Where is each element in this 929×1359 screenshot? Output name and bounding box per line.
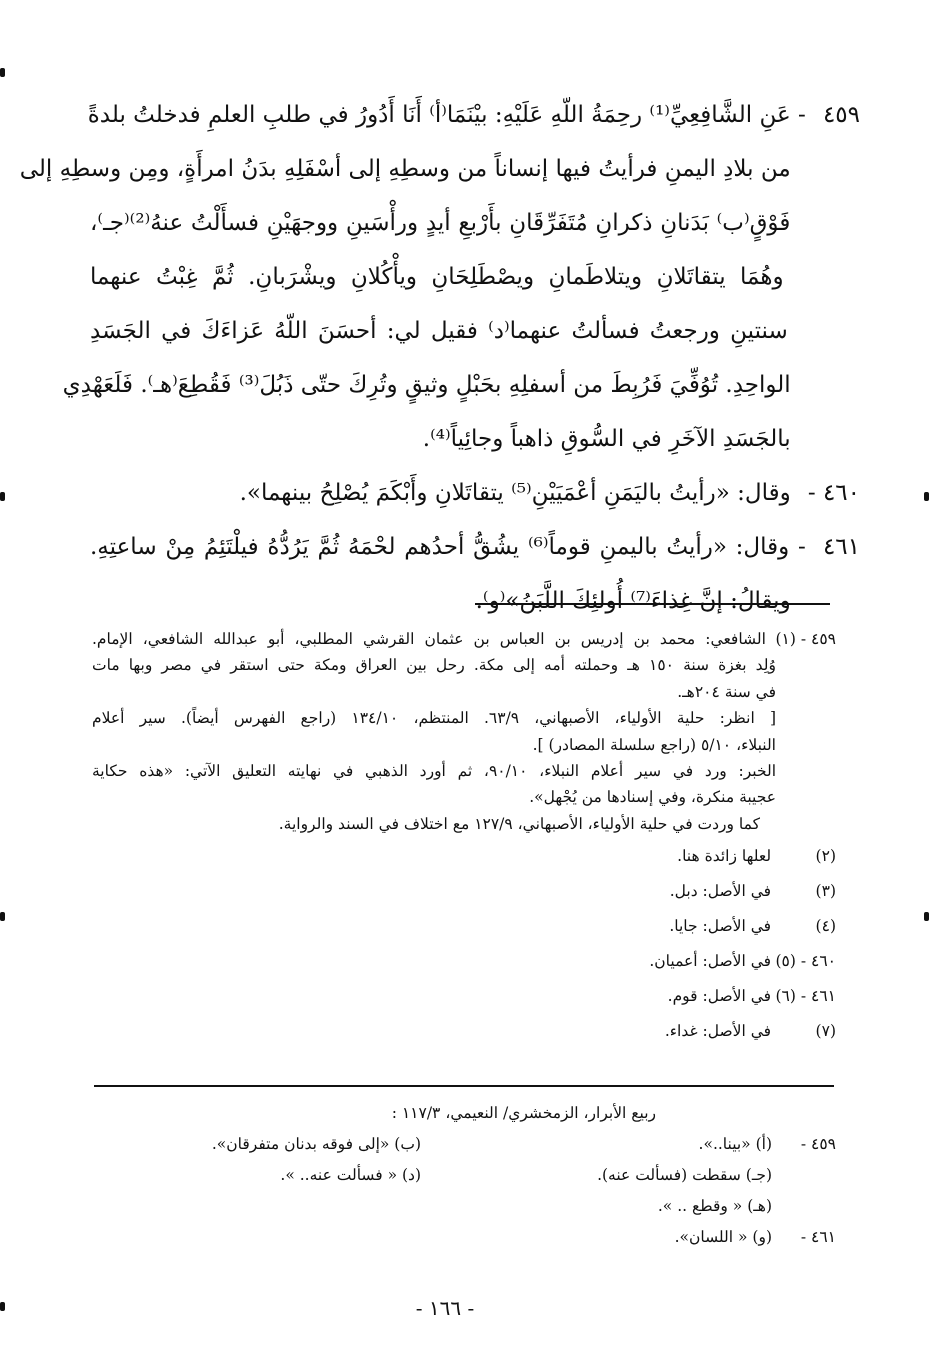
text-line bbox=[87, 88, 860, 142]
footnote-line bbox=[92, 1016, 836, 1047]
footnote-line bbox=[92, 876, 836, 907]
footnote-text: لعلها زائدة هنا. bbox=[677, 847, 772, 866]
footnote-text: كما وردت في حلية الأولياء، الأصبهاني، ١٢٧/٩ مع اختلاف في السند والرواية. bbox=[278, 814, 760, 833]
entry-number: ٤٦١ - bbox=[798, 534, 861, 560]
footnote-line bbox=[92, 911, 836, 942]
footnote-line bbox=[92, 705, 836, 731]
footnote-text: في الأصل: قوم. bbox=[667, 987, 772, 1006]
text-line bbox=[90, 196, 860, 250]
scan-mark bbox=[924, 912, 929, 921]
page-number: - ١٦٦ - bbox=[415, 1296, 475, 1320]
text-line bbox=[19, 142, 860, 196]
entry-number: ٤٥٩ - bbox=[800, 1135, 836, 1153]
footnote-line bbox=[92, 652, 836, 678]
text-line bbox=[90, 304, 860, 358]
footnote-number: ٤٥٩ - (١) bbox=[775, 630, 836, 648]
entry-number: ٤٦٠ - bbox=[807, 480, 860, 506]
variant-row bbox=[92, 1222, 836, 1253]
footnote-text: في الأصل: دبل. bbox=[669, 882, 772, 901]
entry-number: ٤٥٩ - bbox=[798, 102, 860, 128]
footnote-number: (٣) bbox=[815, 882, 836, 901]
footnote-line bbox=[92, 811, 836, 837]
line-text: وقال: «رأيتُ باليَمَنِ أعْمَيَيْنِ⁽⁵⁾ يتقاتَلانِ وأَبْكَمَ يُصْلِحُ بينهما». bbox=[239, 480, 791, 506]
text-line bbox=[90, 250, 860, 304]
footnote-text: عجيبة منكرة، وفي إسنادها من يُجْهل». bbox=[529, 788, 776, 807]
footnote-text: النبلاء، ٥/١٠ (راجع سلسلة المصادر) ]. bbox=[532, 735, 776, 754]
line-text: عَنِ الشَّافِعِيِّ⁽¹⁾ رحِمَةُ اللّهِ عَلَيْهِ: بيْنَمَا⁽أ⁾ أَنَا أَدُورُ في طلبِ العلمِ فدخلتُ بلدةً bbox=[87, 102, 791, 128]
footnote-line bbox=[92, 981, 836, 1012]
scan-mark bbox=[0, 912, 5, 921]
variant-row bbox=[92, 1191, 836, 1222]
variant-readings bbox=[92, 1098, 836, 1253]
scan-mark bbox=[0, 1302, 5, 1311]
footnote-number: (٧) bbox=[815, 1022, 836, 1041]
text-line bbox=[90, 412, 860, 466]
variant-reading: (هـ) « وقطع .. ». bbox=[657, 1197, 772, 1215]
footnote-text: [ انظر: حلية الأولياء، الأصبهاني، ٦٣/٩. المنتظم، ١٣٤/١٠ (راجع الفهرس أيضاً). سير أعلام bbox=[92, 709, 776, 728]
entry-number: ٤٦١ - bbox=[800, 1228, 836, 1246]
footnotes bbox=[92, 626, 836, 1047]
variant-reading: (أ) «بينا..». bbox=[698, 1135, 772, 1153]
footnote-text: في الأصل: غداء. bbox=[664, 1022, 772, 1041]
text-line bbox=[62, 358, 860, 412]
text-line bbox=[90, 520, 860, 574]
line-text: سنتينِ ورجعتُ فسألتُ عنهما⁽د⁾ فقيل لي: أحسَنَ اللّهُ عَزاءَكَ في الجَسَدِ bbox=[90, 318, 788, 344]
main-text bbox=[19, 88, 861, 628]
scan-mark bbox=[0, 68, 5, 77]
line-text: بالجَسَدِ الآخَرِ في السُّوقِ ذاهباً وجائِياً⁽⁴⁾. bbox=[422, 426, 791, 452]
line-text: وقال: «رأيتُ باليمنِ قوماً⁽⁶⁾ يشُقُّ أحدُهم لحْمَهُ ثُمَّ يَرُدُّهُ فيلْتَئِمُ مِنْ ساعتِهِ. bbox=[90, 534, 790, 560]
line-text: الواحِدِ. تُوُفِّيَ فَرُبِطَ من أسفلِهِ بحَبْلٍ وثيقٍ وتُرِكَ حتّى ذَبُلَ⁽³⁾ فَقُطِعَ⁽هـ⁾. فَلَعَهْدِي bbox=[62, 372, 791, 398]
text-line bbox=[90, 574, 860, 628]
footnote-text: في سنة ٢٠٤هـ. bbox=[677, 682, 776, 701]
variant-reading: (د) « فسألت عنه.. ». bbox=[280, 1166, 421, 1184]
footnote-line bbox=[92, 946, 836, 977]
footnote-line bbox=[92, 732, 836, 758]
variants-source: ربيع الأبرار، الزمخشري/ النعيمي، ١١٧/٣ : bbox=[391, 1104, 656, 1122]
footnote-text: الشافعي: محمد بن إدريس بن العباس بن عثمان القرشي المطلبي، أبو عبدالله الشافعي، الإمام. bbox=[92, 630, 766, 648]
scan-mark bbox=[924, 492, 929, 501]
footnote-line bbox=[92, 841, 836, 872]
footnote-number: (٤) bbox=[815, 917, 836, 936]
footnote-number: ٤٦٠ - (٥) bbox=[775, 952, 836, 971]
footnote-text: وُلِد بغزة سنة ١٥٠ هـ وحملته أمه إلى مكة. رحل بين العراق ومكة حتى استقر في مصر وبها مات bbox=[92, 656, 776, 675]
variants-separator bbox=[94, 1085, 834, 1087]
footnote-line bbox=[92, 758, 836, 784]
variant-reading: (ب) «إلى فوقه بدنان متفرقان». bbox=[211, 1135, 421, 1153]
line-text: ويقالُ: إنَّ غِذاءَ⁽⁷⁾ أُولئِكَ اللَّبَنُ»⁽و⁾. bbox=[475, 588, 791, 614]
variant-row bbox=[92, 1160, 836, 1191]
footnote-line bbox=[92, 784, 836, 810]
footnote-line bbox=[92, 626, 836, 652]
footnote-number: ٤٦١ - (٦) bbox=[775, 987, 836, 1006]
footnote-text: في الأصل: جايا. bbox=[669, 917, 772, 936]
variant-reading: (و) « اللسان». bbox=[674, 1228, 772, 1246]
line-text: فَوْقٍ⁽ب⁾ بَدَنانِ ذكرانِ مُتَفَرِّقَانِ بأَرْبعِ أيدٍ ورأْسَينِ ووجهَيْنِ فسأَلْتُ عنهُ⁽²⁾⁽جـ⁾، bbox=[90, 210, 791, 236]
footnote-text: الخبر: ورد في سير أعلام النبلاء، ٩٠/١٠، ثم أورد الذهبي في نهايته التعليق الآتي: «هذه حكاية bbox=[92, 761, 776, 780]
variant-row bbox=[92, 1129, 836, 1160]
scan-mark bbox=[0, 492, 5, 501]
line-text: من بلادِ اليمنِ فرأيتُ فيها إنساناً من وسطِهِ إلى أسْفَلِهِ بدَنُ امرأَةٍ، ومِن وسطِهِ إلى bbox=[19, 156, 791, 182]
line-text: وهُمَا يتقاتَلانِ ويتلاطَمانِ ويصْطَلِحَانِ ويأْكُلانِ ويشْرَبانِ. ثُمَّ غِبْتُ عنهما bbox=[90, 264, 784, 290]
footnote-line bbox=[92, 679, 836, 705]
footnote-separator bbox=[475, 603, 830, 605]
text-line bbox=[90, 466, 860, 520]
footnote-text: في الأصل: أعميان. bbox=[649, 952, 772, 971]
variant-reading: (جـ) سقطت (فسألت عنه). bbox=[597, 1166, 772, 1184]
footnote-number: (٢) bbox=[815, 847, 836, 866]
